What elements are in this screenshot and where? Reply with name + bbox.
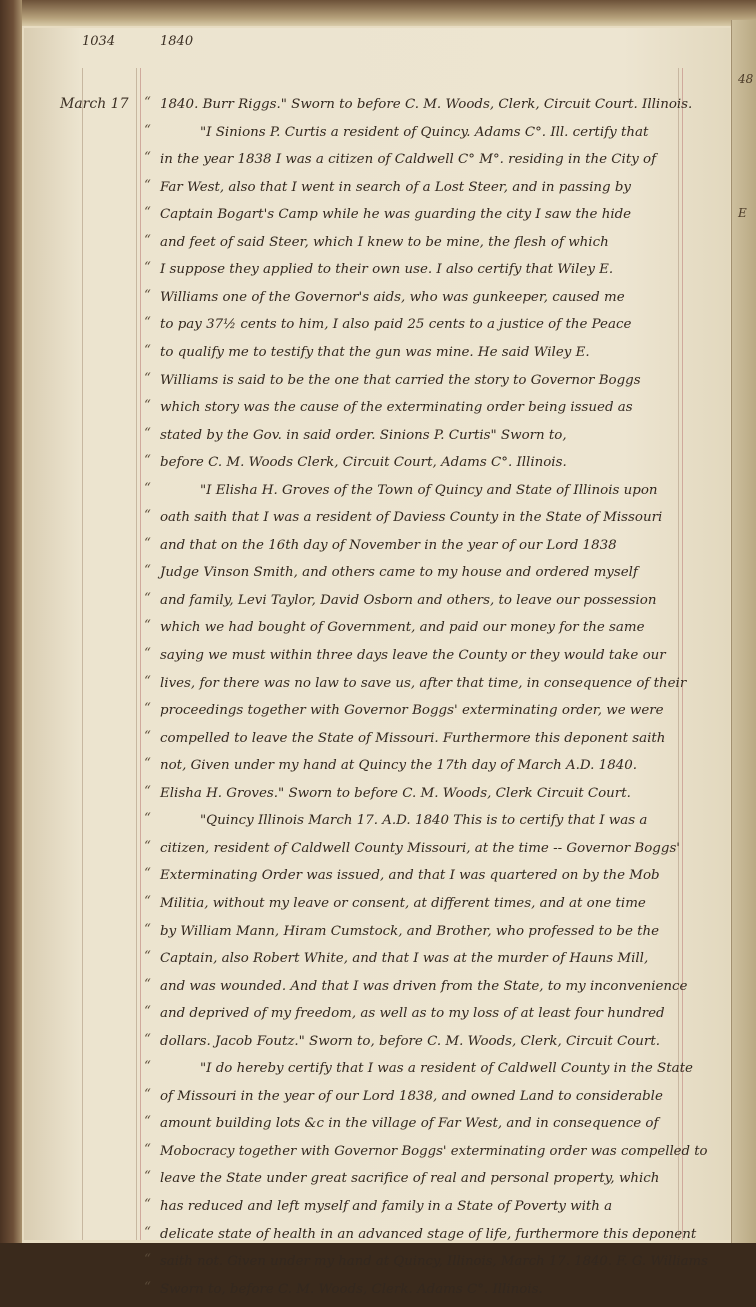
book-binding bbox=[0, 0, 22, 1243]
manuscript-line-text: oath saith that I was a resident of Daviess County in the State of Missouri bbox=[160, 510, 663, 526]
quote-mark: “ bbox=[144, 866, 151, 882]
manuscript-line-text: Captain Bogart's Camp while he was guarding the city I saw the hide bbox=[160, 207, 632, 223]
quote-mark: “ bbox=[144, 1031, 151, 1047]
year-header-left: 1034 bbox=[82, 34, 116, 49]
quote-mark: “ bbox=[144, 535, 151, 551]
manuscript-line-text: which story was the cause of the exterminating order being issued as bbox=[160, 400, 633, 416]
manuscript-line-text: which we had bought of Government, and paid our money for the same bbox=[160, 620, 645, 636]
quote-mark: “ bbox=[144, 205, 151, 221]
margin-rule bbox=[82, 68, 83, 1240]
manuscript-line-text: before C. M. Woods Clerk, Circuit Court, Adams C°. Illinois. bbox=[160, 455, 567, 471]
manuscript-line-text: citizen, resident of Caldwell County Missouri, at the time -- Governor Boggs' bbox=[160, 840, 680, 856]
quote-mark: “ bbox=[144, 453, 151, 469]
manuscript-line-text: I suppose they applied to their own use. I also certify that Wiley E. bbox=[160, 262, 614, 278]
manuscript-line-text: and family, Levi Taylor, David Osborn and others, to leave our possession bbox=[160, 592, 657, 608]
quote-mark: “ bbox=[144, 1114, 151, 1130]
quote-mark: “ bbox=[144, 177, 151, 193]
margin-date: March 17 bbox=[60, 96, 129, 112]
manuscript-line-text: of Missouri in the year of our Lord 1838, and owned Land to considerable bbox=[160, 1088, 663, 1104]
manuscript-line-text: by William Mann, Hiram Cumstock, and Brother, who professed to be the bbox=[160, 923, 660, 939]
quote-mark: “ bbox=[144, 1169, 151, 1185]
manuscript-line-text: Williams is said to be the one that carried the story to Governor Boggs bbox=[160, 372, 641, 388]
quote-mark: “ bbox=[144, 949, 151, 965]
manuscript-line-text: not, Given under my hand at Quincy the 17th day of March A.D. 1840. bbox=[160, 758, 638, 774]
quote-mark: “ bbox=[144, 508, 151, 524]
quote-mark: “ bbox=[144, 728, 151, 744]
quote-mark: “ bbox=[144, 480, 151, 496]
manuscript-line-text: and deprived of my freedom, as well as to my loss of at least four hundred bbox=[160, 1006, 665, 1022]
manuscript-line-text: Judge Vinson Smith, and others came to my house and ordered myself bbox=[160, 565, 638, 581]
quote-mark: “ bbox=[144, 1252, 151, 1268]
manuscript-line-text: stated by the Gov. in said order. Sinions P. Curtis" Sworn to, bbox=[160, 427, 567, 443]
book-top-edge bbox=[0, 0, 756, 26]
manuscript-line-text: "I Sinions P. Curtis a resident of Quincy. Adams C°. Ill. certify that bbox=[200, 124, 649, 140]
quote-mark: “ bbox=[144, 783, 151, 799]
quote-mark: “ bbox=[144, 260, 151, 276]
manuscript-line-text: Elisha H. Groves." Sworn to before C. M. Woods, Clerk Circuit Court. bbox=[160, 785, 631, 801]
adjacent-page-fragment: 48 bbox=[738, 72, 754, 86]
manuscript-line-text: Williams one of the Governor's aids, who was gunkeeper, caused me bbox=[160, 289, 625, 305]
manuscript-line-text: proceedings together with Governor Boggs' exterminating order, we were bbox=[160, 703, 664, 719]
year-header-right: 1840 bbox=[160, 34, 194, 49]
quote-mark: “ bbox=[144, 1197, 151, 1212]
quote-mark: “ bbox=[144, 398, 151, 414]
manuscript-line-text: has reduced and left myself and family in a State of Poverty with a bbox=[160, 1199, 613, 1214]
quote-mark: “ bbox=[144, 95, 151, 110]
manuscript-line-text: lives, for there was no law to save us, after that time, in consequence of their bbox=[160, 675, 687, 691]
manuscript-line-text: Captain, also Robert White, and that I was at the murder of Hauns Mill, bbox=[160, 951, 649, 967]
manuscript-line-text: leave the State under great sacrifice of real and personal property, which bbox=[160, 1171, 660, 1187]
manuscript-line-text: delicate state of health in an advanced stage of life, furthermore this deponent bbox=[160, 1226, 697, 1242]
manuscript-line-text: and that on the 16th day of November in the year of our Lord 1838 bbox=[160, 537, 617, 553]
quote-mark: “ bbox=[144, 1279, 151, 1295]
quote-mark: “ bbox=[144, 342, 151, 358]
quote-mark: “ bbox=[144, 1224, 151, 1240]
quote-mark: “ bbox=[144, 287, 151, 303]
manuscript-line-text: Mobocracy together with Governor Boggs' exterminating order was compelled to bbox=[160, 1143, 708, 1159]
quote-mark: “ bbox=[144, 646, 151, 661]
manuscript-line-text: Exterminating Order was issued, and that I was quartered on by the Mob bbox=[160, 868, 660, 884]
manuscript-line-text: amount building lots &c in the village of Far West, and in consequence of bbox=[160, 1116, 659, 1132]
manuscript-line-text: to pay 37½ cents to him, I also paid 25 cents to a justice of the Peace bbox=[160, 317, 632, 333]
margin-rule bbox=[136, 68, 137, 1240]
quote-mark: “ bbox=[144, 122, 151, 138]
quote-mark: “ bbox=[144, 150, 151, 166]
quote-mark: “ bbox=[144, 590, 151, 606]
manuscript-line bbox=[144, 1275, 708, 1307]
manuscript-line-text: 1840. Burr Riggs." Sworn to before C. M. Woods, Clerk, Circuit Court. Illinois. bbox=[160, 97, 693, 112]
quote-mark: “ bbox=[144, 976, 151, 992]
quote-mark: “ bbox=[144, 1004, 151, 1020]
quote-mark: “ bbox=[144, 701, 151, 717]
manuscript-line-text: "Quincy Illinois March 17. A.D. 1840 This is to certify that I was a bbox=[200, 813, 648, 829]
manuscript-line-text: Sworn to, before C. M. Woods, Clerk. Adams C°. Illinois. bbox=[160, 1281, 543, 1297]
quote-mark: “ bbox=[144, 1086, 151, 1102]
manuscript-line-text: "I do hereby certify that I was a resident of Caldwell County in the State bbox=[200, 1061, 693, 1077]
manuscript-line-text: and feet of said Steer, which I knew to be mine, the flesh of which bbox=[160, 234, 609, 250]
quote-mark: “ bbox=[144, 838, 151, 854]
manuscript-line-text: in the year 1838 I was a citizen of Caldwell C° M°. residing in the City of bbox=[160, 152, 657, 168]
manuscript-line-text: and was wounded. And that I was driven from the State, to my inconvenience bbox=[160, 978, 688, 994]
quote-mark: “ bbox=[144, 921, 151, 937]
manuscript-line-text: Militia, without my leave or consent, at different times, and at one time bbox=[160, 895, 646, 911]
manuscript-line-text: saying we must within three days leave the County or they would take our bbox=[160, 648, 666, 663]
quote-mark: “ bbox=[144, 1059, 151, 1075]
quote-mark: “ bbox=[144, 315, 151, 331]
quote-mark: “ bbox=[144, 370, 151, 386]
manuscript-line-text: saith not. Given under my hand at Quincy, Illinois, March 17. 1840. F. G. Williams bbox=[160, 1254, 708, 1270]
adjacent-page-fragment: E bbox=[738, 206, 747, 220]
manuscript-line-text: to qualify me to testify that the gun was mine. He said Wiley E. bbox=[160, 344, 590, 360]
quote-mark: “ bbox=[144, 425, 151, 441]
manuscript-line-text: "I Elisha H. Groves of the Town of Quincy and State of Illinois upon bbox=[200, 482, 658, 498]
quote-mark: “ bbox=[144, 563, 151, 579]
manuscript-line-text: dollars. Jacob Foutz." Sworn to, before C. M. Woods, Clerk, Circuit Court. bbox=[160, 1033, 660, 1049]
quote-mark: “ bbox=[144, 756, 151, 772]
adjacent-page-strip bbox=[731, 20, 756, 1243]
quote-mark: “ bbox=[144, 232, 151, 248]
quote-mark: “ bbox=[144, 893, 151, 909]
manuscript-line-text: compelled to leave the State of Missouri. Furthermore this deponent saith bbox=[160, 730, 666, 746]
manuscript-line-text: Far West, also that I went in search of a Lost Steer, and in passing by bbox=[160, 179, 631, 195]
margin-rule-red bbox=[140, 68, 141, 1240]
quote-mark: “ bbox=[144, 618, 151, 634]
quote-mark: “ bbox=[144, 1141, 151, 1157]
quote-mark: “ bbox=[144, 673, 151, 689]
quote-mark: “ bbox=[144, 811, 151, 827]
